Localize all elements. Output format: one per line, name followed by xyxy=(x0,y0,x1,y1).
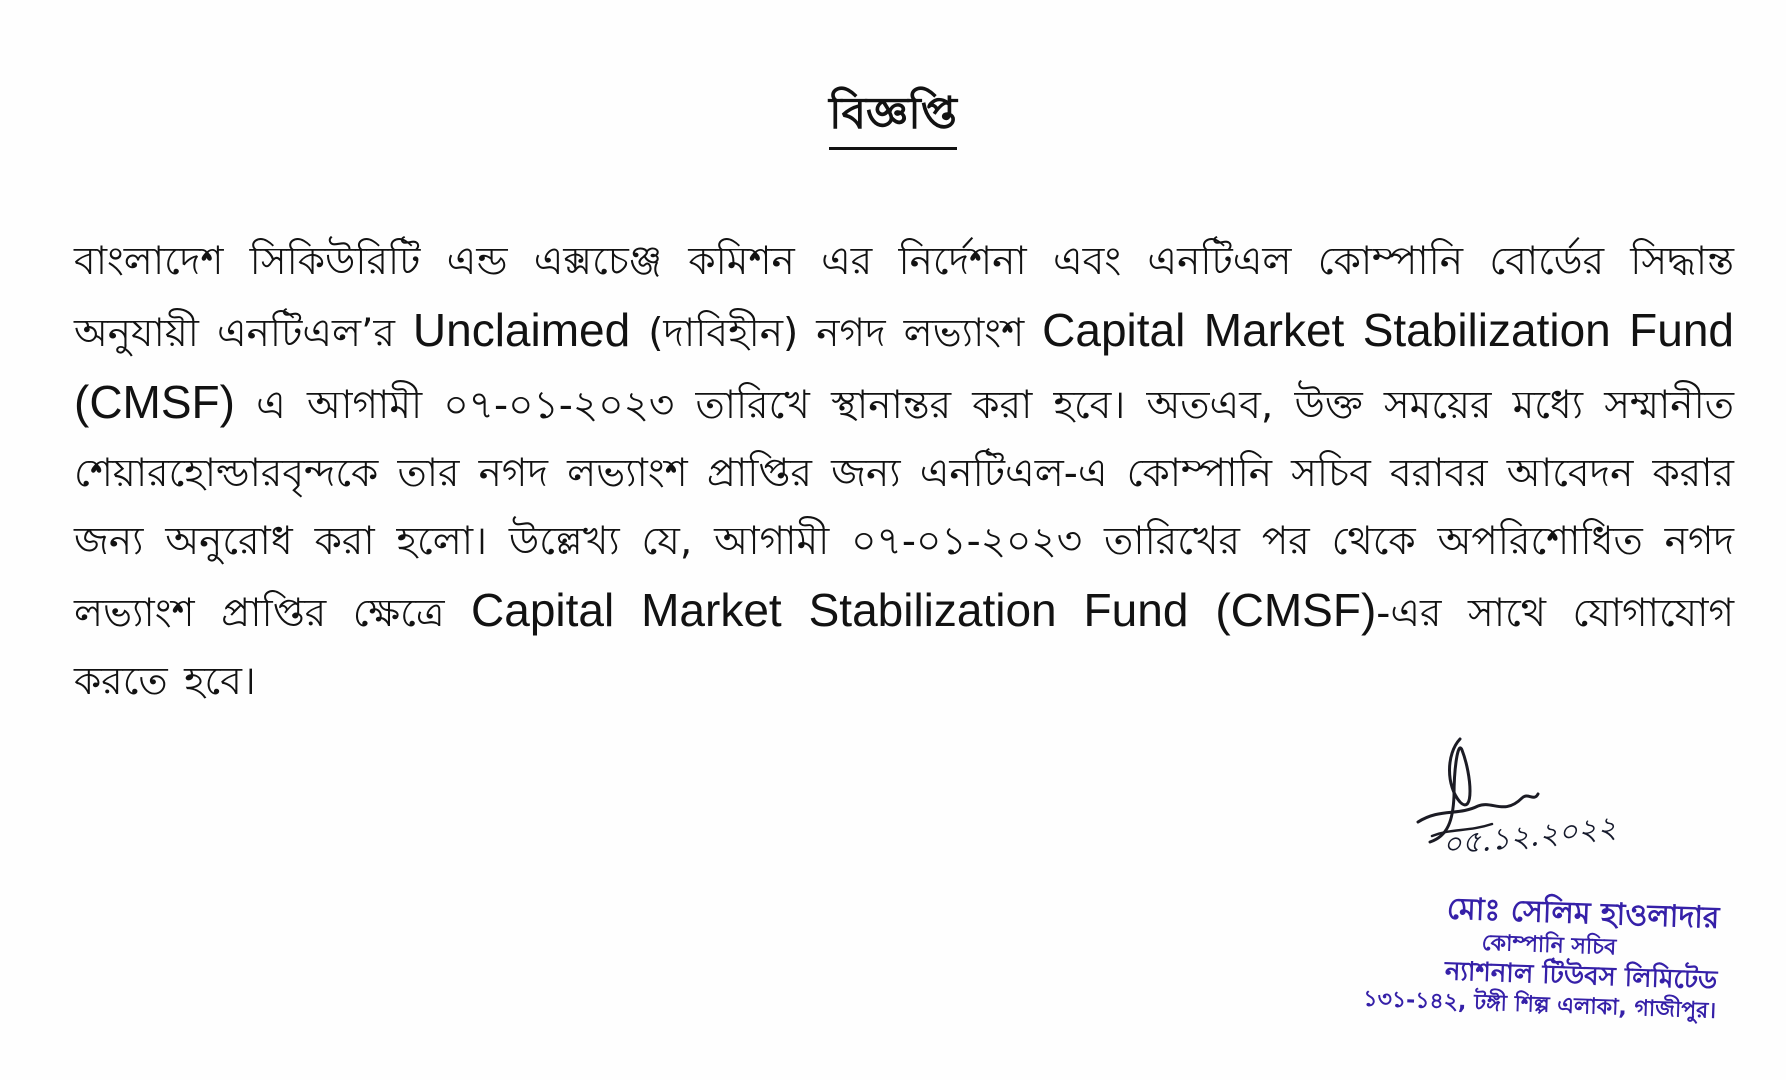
body-segment-2: (দাবিহীন) নগদ লভ্যাংশ xyxy=(630,311,1043,356)
body-segment-4: -এর সাথে যোগাযোগ করতে হবে। xyxy=(74,591,1735,704)
body-segment-1: বাংলাদেশ সিকিউরিটি এন্ড এক্সচেঞ্জ কমিশন এর নির্দেশনা এবং এনটিএল কোম্পানি বোর্ডের সিদ্ধান্ত অনুযায়ী এনটিএল’র xyxy=(74,239,1734,356)
stamp-address: ১৩১-১৪২, টঙ্গী শিল্প এলাকা, গাজীপুর। xyxy=(1362,986,1717,1024)
body-segment-unclaimed: Unclaimed xyxy=(412,304,631,356)
company-stamp xyxy=(1336,887,1720,1025)
signature-date: ০৫.১২.২০২২ xyxy=(1440,809,1619,864)
stamp-title: কোম্পানি সচিব xyxy=(1481,930,1617,960)
notice-body xyxy=(74,228,1734,716)
body-segment-3: এ আগামী ০৭-০১-২০২৩ তারিখে স্থানান্তর করা হবে। অতএব, উক্ত সময়ের মধ্যে সম্মানীত শেয়ারহোল্ডারবৃন্দকে তার নগদ লভ্যাংশ প্রাপ্তির জন্য এনটিএল-এ কোম্পানি সচিব বরাবর আবেদন করার জন্য অনুরোধ করা হলো। উল্লেখ্য যে, আগামী ০৭-০১-২০২৩ তারিখের পর থেকে অপরিশোধিত নগদ লভ্যাংশ প্রাপ্তির ক্ষেত্রে xyxy=(74,383,1734,636)
stamp-name: মোঃ সেলিম হাওলাদার xyxy=(1446,891,1720,936)
body-segment-cmsf-2: Capital Market Stabilization Fund (CMSF) xyxy=(471,584,1377,636)
notice-title-text: বিজ্ঞপ্তি xyxy=(829,88,957,150)
notice-title xyxy=(0,88,1786,150)
stamp-company: ন্যাশনাল টিউবস লিমিটেড xyxy=(1444,956,1718,996)
body-segment-cmsf-1: Capital Market Stabilization Fund (CMSF) xyxy=(74,304,1734,428)
